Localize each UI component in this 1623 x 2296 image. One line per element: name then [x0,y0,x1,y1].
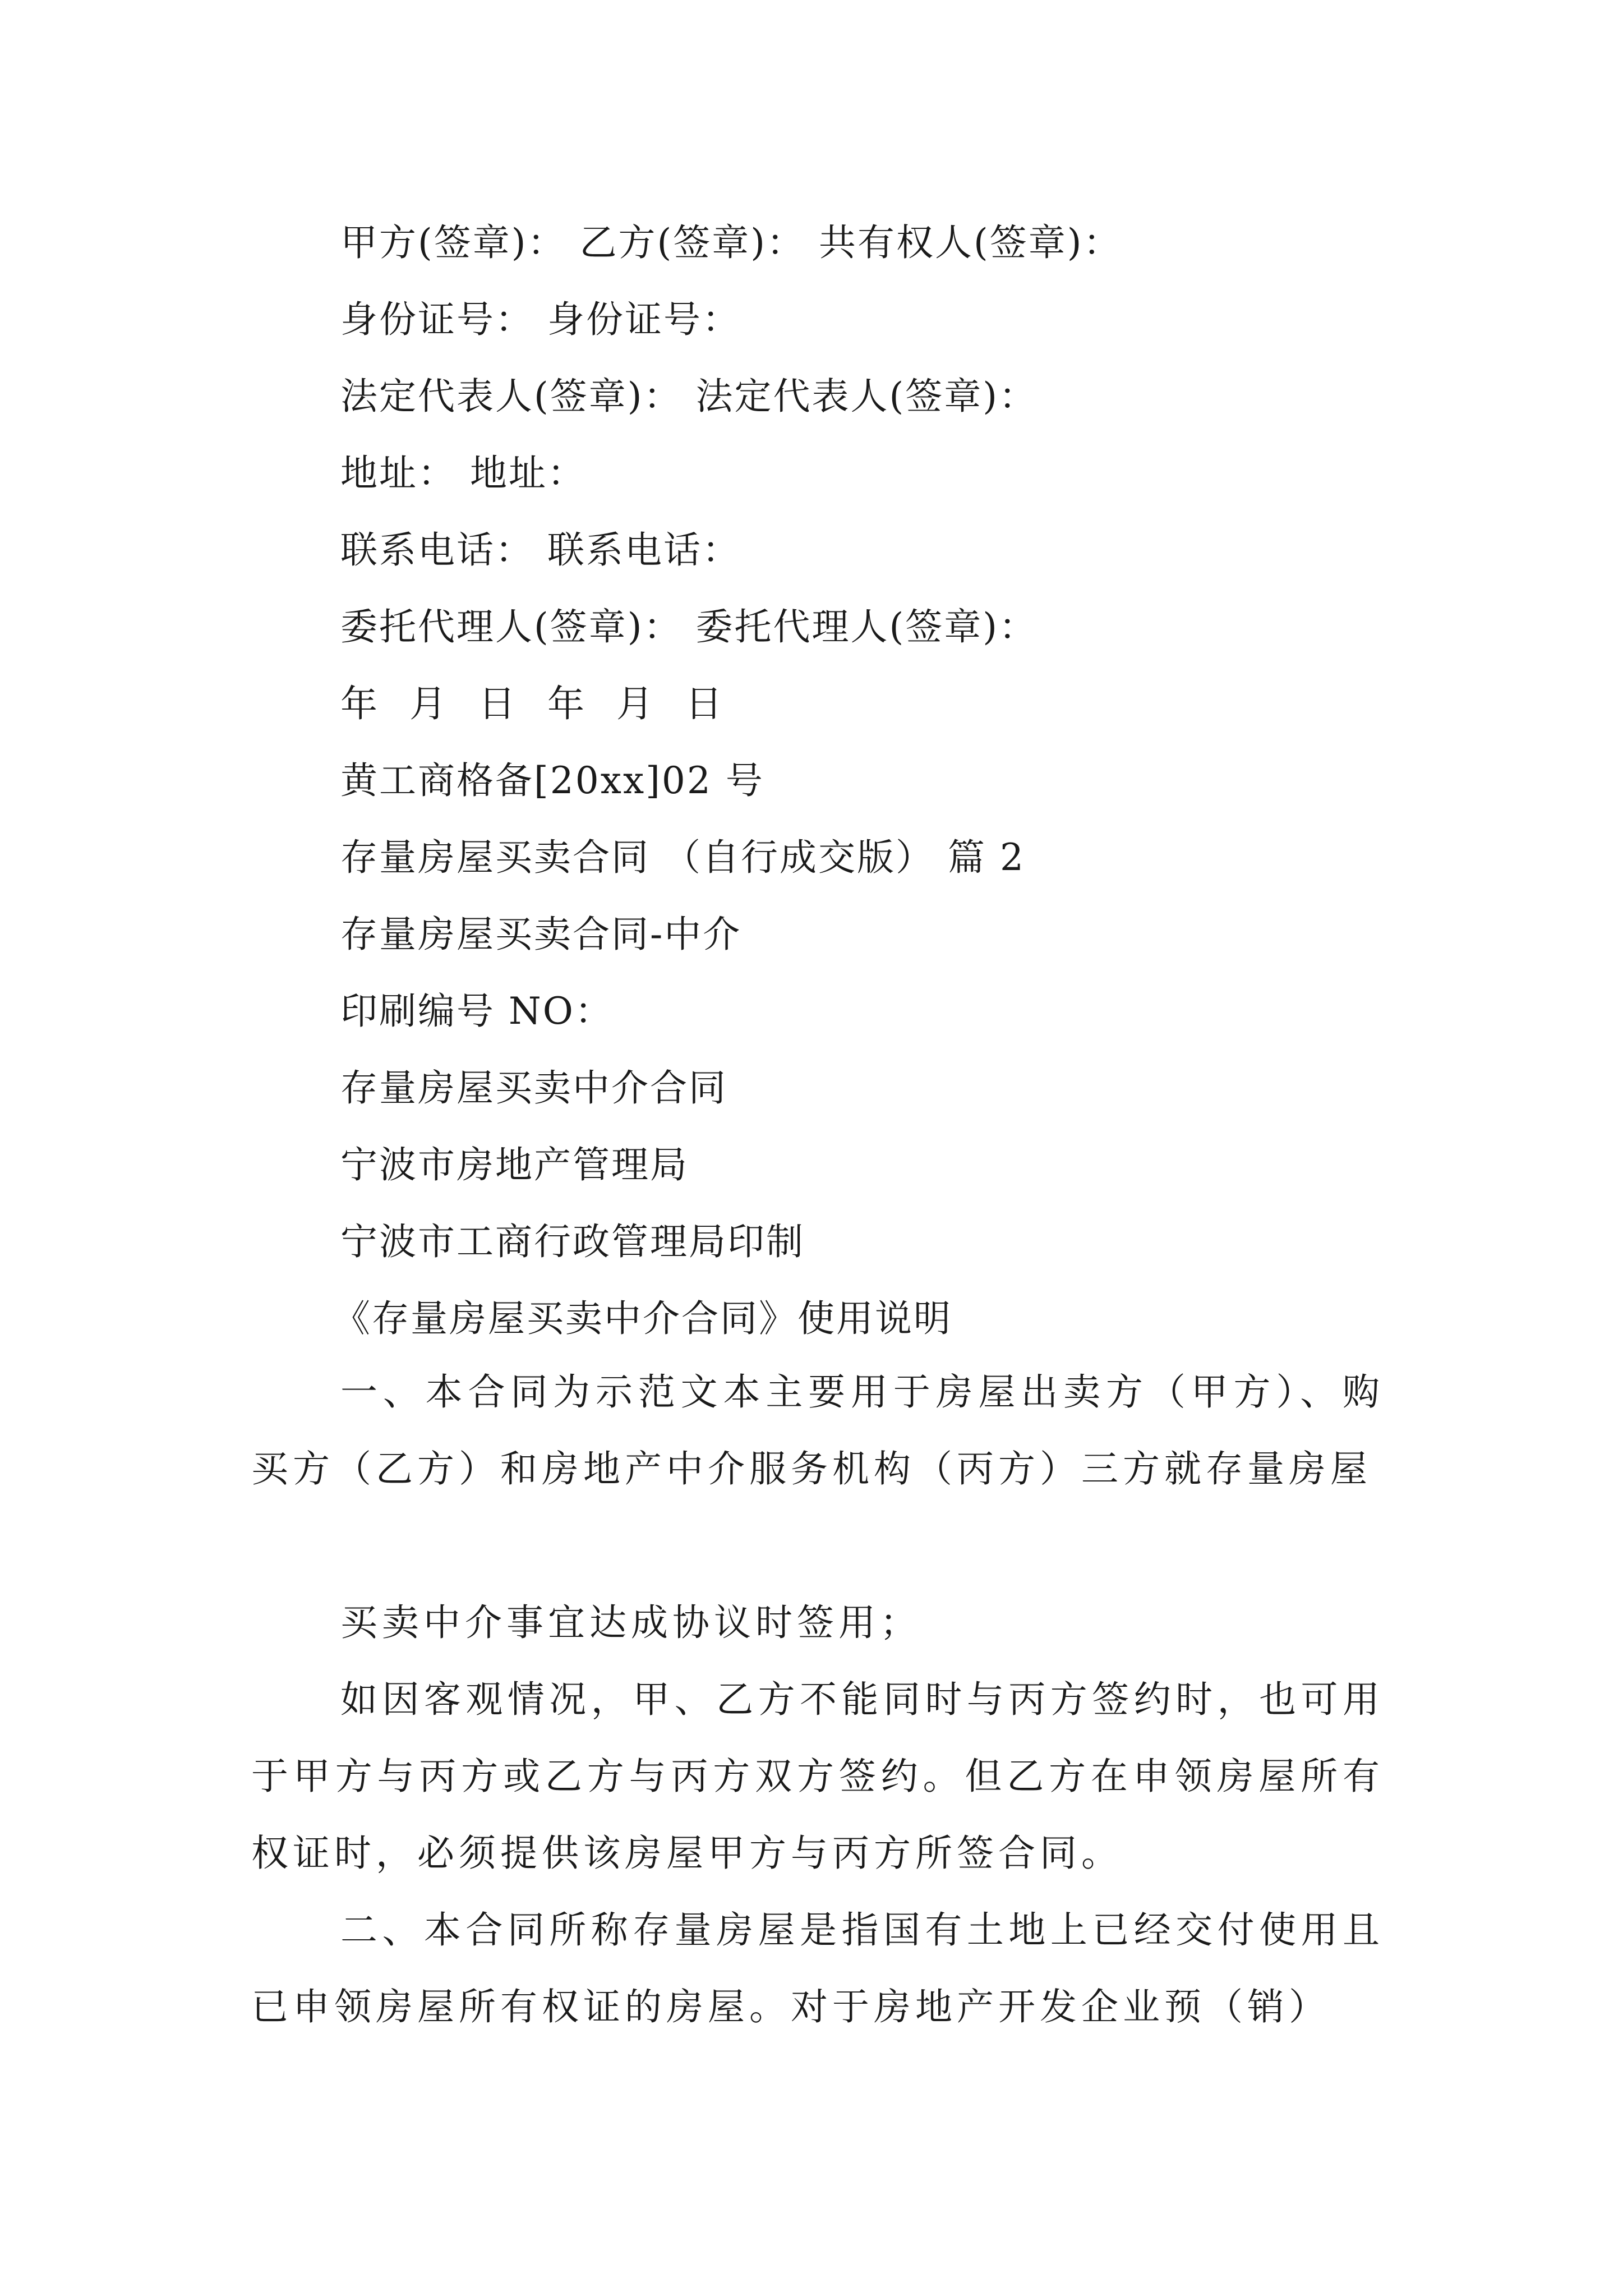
issuer-housing-bureau: 宁波市房地产管理局 [340,1143,689,1186]
paragraph-item-two: 二、本合同所称存量房屋是指国有土地上已经交付使用且已申领房屋所有权证的房屋。对于房地产开发企业预（销） [251,1908,1384,2028]
signature-line-phone: 联系电话： 联系电话： [340,528,741,572]
signature-line-parties: 甲方(签章)： 乙方(签章)： 共有权人(签章)： [340,221,1122,264]
section-title: 存量房屋买卖合同 （自行成交版） 篇 2 [340,836,1025,879]
contract-name: 存量房屋买卖中介合同 [340,1066,727,1110]
signature-line-legal-rep: 法定代表人(签章)： 法定代表人(签章)： [340,375,1038,418]
print-number: 印刷编号 NO： [340,990,614,1033]
instructions-title: 《存量房屋买卖中介合同》使用说明 [333,1297,952,1340]
paragraph-objective-case: 如因客观情况，甲、乙方不能同时与丙方签约时，也可用于甲方与丙方或乙方与丙方双方签约。但乙方在申领房屋所有权证时，必须提供该房屋甲方与丙方所签合同。 [251,1678,1384,1875]
signature-line-agent: 委托代理人(签章)： 委托代理人(签章)： [340,605,1038,648]
signature-line-address: 地址： 地址： [340,452,586,495]
record-number: 黄工商格备[20xx]02 号 [340,759,764,802]
contract-subtitle: 存量房屋买卖合同-中介 [340,913,742,956]
signature-line-date: 年 月 日 年 月 日 [340,682,732,725]
paragraph-item-one-continued: 买卖中介事宜达成协议时签用； [340,1601,921,1644]
issuer-commerce-bureau: 宁波市工商行政管理局印制 [340,1220,805,1263]
paragraph-item-one: 一、本合同为示范文本主要用于房屋出卖方（甲方）、购买方（乙方）和房地产中介服务机构（丙方）三方就存量房屋 [251,1370,1384,1490]
signature-line-id-number: 身份证号： 身份证号： [340,298,741,341]
